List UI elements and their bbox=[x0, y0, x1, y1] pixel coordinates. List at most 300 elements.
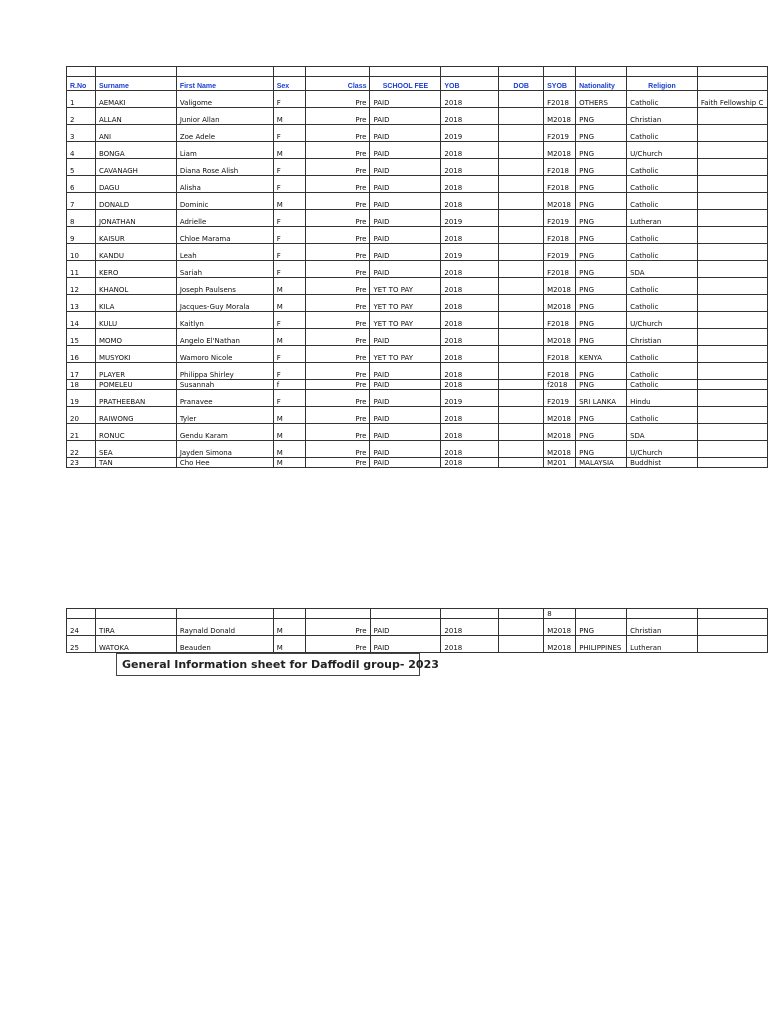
cell-sex: M bbox=[273, 278, 305, 295]
cell-rno: 15 bbox=[67, 329, 96, 346]
header-surname: Surname bbox=[95, 77, 176, 91]
cell-religion: Catholic bbox=[627, 193, 698, 210]
cell-first-name: Junior Allan bbox=[176, 108, 273, 125]
cell-surname: KAISUR bbox=[95, 227, 176, 244]
cell-rno: 11 bbox=[67, 261, 96, 278]
header-row bbox=[67, 77, 768, 91]
cell-first-name: Wamoro Nicole bbox=[176, 346, 273, 363]
cell-first-name: Alisha bbox=[176, 176, 273, 193]
cell-sex: M bbox=[273, 636, 305, 653]
cell-school-fee: PAID bbox=[370, 261, 441, 278]
cell-extra bbox=[697, 176, 767, 193]
cell-school-fee: PAID bbox=[370, 407, 441, 424]
cell-nationality: OTHERS bbox=[576, 91, 627, 108]
cell-yob: 2018 bbox=[441, 424, 499, 441]
cell-dob bbox=[499, 380, 544, 390]
cell-extra bbox=[697, 407, 767, 424]
cell-first-name: Raynald Donald bbox=[176, 619, 273, 636]
cell-class: Pre bbox=[305, 142, 370, 159]
cell-school-fee: PAID bbox=[370, 380, 441, 390]
cell-class: Pre bbox=[305, 125, 370, 142]
header-first-name: First Name bbox=[176, 77, 273, 91]
cell-surname: KANDU bbox=[95, 244, 176, 261]
cell-rno: 10 bbox=[67, 244, 96, 261]
cell-first-name: Kaitlyn bbox=[176, 312, 273, 329]
cell-rno: 18 bbox=[67, 380, 96, 390]
cell-yob: 2018 bbox=[441, 227, 499, 244]
cell-yob: 2018 bbox=[441, 363, 499, 380]
cell-first-name: Valigome bbox=[176, 91, 273, 108]
cell-sex: M bbox=[273, 108, 305, 125]
cell-dob bbox=[499, 619, 544, 636]
cell-dob bbox=[499, 390, 544, 407]
table-row bbox=[67, 227, 768, 244]
cell-syob: F2018 bbox=[544, 91, 576, 108]
cell-dob bbox=[499, 312, 544, 329]
cell-sex: M bbox=[273, 458, 305, 468]
cell-yob: 2018 bbox=[441, 108, 499, 125]
cell-first-name: Tyler bbox=[176, 407, 273, 424]
continuation-row bbox=[67, 609, 768, 619]
cell-syob: F2018 bbox=[544, 346, 576, 363]
cell-religion: SDA bbox=[627, 424, 698, 441]
table-row bbox=[67, 390, 768, 407]
header-yob: YOB bbox=[441, 77, 499, 91]
cell-school-fee: PAID bbox=[370, 176, 441, 193]
header-nationality: Nationality bbox=[576, 77, 627, 91]
cell-sex: F bbox=[273, 227, 305, 244]
cell-school-fee: YET TO PAY bbox=[370, 278, 441, 295]
cell-extra bbox=[697, 210, 767, 227]
header-syob: SYOB bbox=[544, 77, 576, 91]
cell-nationality: PNG bbox=[576, 125, 627, 142]
cell-nationality: PNG bbox=[576, 193, 627, 210]
cell-religion: Catholic bbox=[627, 346, 698, 363]
cell-yob: 2018 bbox=[441, 329, 499, 346]
cell-yob: 2018 bbox=[441, 407, 499, 424]
cell-extra bbox=[697, 244, 767, 261]
cell-class: Pre bbox=[305, 210, 370, 227]
cell-extra bbox=[698, 636, 768, 653]
cell-class: Pre bbox=[305, 176, 370, 193]
cell-yob: 2018 bbox=[441, 261, 499, 278]
cell-yob: 2019 bbox=[441, 244, 499, 261]
cell-school-fee: PAID bbox=[370, 91, 441, 108]
cell-religion: Catholic bbox=[627, 295, 698, 312]
cell-dob bbox=[499, 329, 544, 346]
cell-syob: F2019 bbox=[544, 390, 576, 407]
cell-yob: 2018 bbox=[441, 295, 499, 312]
cell-yob: 2018 bbox=[441, 176, 499, 193]
cell-nationality: PNG bbox=[576, 441, 627, 458]
cell-first-name: Zoe Adele bbox=[176, 125, 273, 142]
cell-class: Pre bbox=[305, 312, 370, 329]
cell-sex: F bbox=[273, 210, 305, 227]
cell-religion: U/Church bbox=[627, 142, 698, 159]
cell-school-fee: PAID bbox=[370, 424, 441, 441]
cell-rno: 24 bbox=[67, 619, 96, 636]
cell-dob bbox=[499, 346, 544, 363]
cell-nationality: KENYA bbox=[576, 346, 627, 363]
cell-yob: 2018 bbox=[441, 312, 499, 329]
cell-yob: 2018 bbox=[441, 193, 499, 210]
cell-religion: Catholic bbox=[627, 125, 698, 142]
cell-first-name: Pranavee bbox=[176, 390, 273, 407]
cell-syob: F2018 bbox=[544, 176, 576, 193]
table-row bbox=[67, 458, 768, 468]
cell-first-name: Gendu Karam bbox=[176, 424, 273, 441]
cell-class: Pre bbox=[305, 193, 370, 210]
cell-rno: 20 bbox=[67, 407, 96, 424]
cell-yob: 2018 bbox=[441, 619, 499, 636]
cell-dob bbox=[499, 176, 544, 193]
cell-class: Pre bbox=[305, 619, 370, 636]
cell-religion: Hindu bbox=[627, 390, 698, 407]
cell-syob: f2018 bbox=[544, 380, 576, 390]
header-class: Class bbox=[305, 77, 370, 91]
cell-surname: POMELEU bbox=[95, 380, 176, 390]
cell-nationality: PNG bbox=[576, 108, 627, 125]
cell-rno: 4 bbox=[67, 142, 96, 159]
cell-surname: PLAYER bbox=[95, 363, 176, 380]
cell-sex: F bbox=[273, 261, 305, 278]
cell-dob bbox=[499, 424, 544, 441]
cell-extra bbox=[697, 159, 767, 176]
cell-class: Pre bbox=[305, 91, 370, 108]
cell-first-name: Cho Hee bbox=[176, 458, 273, 468]
table-row bbox=[67, 108, 768, 125]
cell-school-fee: PAID bbox=[370, 159, 441, 176]
cell-yob: 2018 bbox=[441, 380, 499, 390]
cell-school-fee: YET TO PAY bbox=[370, 346, 441, 363]
cell-nationality: PNG bbox=[576, 424, 627, 441]
cell-first-name: Jacques-Guy Morala bbox=[176, 295, 273, 312]
cell-first-name: Beauden bbox=[176, 636, 273, 653]
cell-syob: M2018 bbox=[544, 424, 576, 441]
cell-surname: BONGA bbox=[95, 142, 176, 159]
table-row bbox=[67, 407, 768, 424]
cell-first-name: Joseph Paulsens bbox=[176, 278, 273, 295]
cell-rno: 16 bbox=[67, 346, 96, 363]
cell-dob bbox=[499, 108, 544, 125]
cell-syob: M2018 bbox=[544, 142, 576, 159]
cell-dob bbox=[499, 441, 544, 458]
cell-syob: M2018 bbox=[544, 441, 576, 458]
cell-sex: F bbox=[273, 390, 305, 407]
cell-extra bbox=[697, 278, 767, 295]
cell-surname: JONATHAN bbox=[95, 210, 176, 227]
cell-class: Pre bbox=[305, 636, 370, 653]
cell-surname: TAN bbox=[95, 458, 176, 468]
cell-nationality: PNG bbox=[576, 261, 627, 278]
cell-nationality: PNG bbox=[576, 159, 627, 176]
cell-syob: M2018 bbox=[544, 278, 576, 295]
cell-surname: MOMO bbox=[95, 329, 176, 346]
cell-class: Pre bbox=[305, 441, 370, 458]
cell-surname: KERO bbox=[95, 261, 176, 278]
cell-extra bbox=[697, 346, 767, 363]
cell-rno: 25 bbox=[67, 636, 96, 653]
header-rno: R.No bbox=[67, 77, 96, 91]
cell-sex: M bbox=[273, 193, 305, 210]
cell-syob: F2018 bbox=[544, 261, 576, 278]
header-religion: Religion bbox=[627, 77, 698, 91]
cell-sex: M bbox=[273, 424, 305, 441]
cell-dob bbox=[499, 159, 544, 176]
cell-surname: ANI bbox=[95, 125, 176, 142]
cell-school-fee: PAID bbox=[370, 210, 441, 227]
cell-rno: 22 bbox=[67, 441, 96, 458]
cell-nationality: PNG bbox=[576, 244, 627, 261]
cell-syob: M2018 bbox=[544, 636, 576, 653]
cell-rno: 23 bbox=[67, 458, 96, 468]
cell-rno: 9 bbox=[67, 227, 96, 244]
cell-yob: 2018 bbox=[441, 636, 499, 653]
cell-surname: KULU bbox=[95, 312, 176, 329]
cell-dob bbox=[499, 458, 544, 468]
cell-school-fee: PAID bbox=[370, 244, 441, 261]
cell-syob: M2018 bbox=[544, 407, 576, 424]
cell-school-fee: PAID bbox=[370, 363, 441, 380]
cell-sex: F bbox=[273, 125, 305, 142]
continuation-syob: 8 bbox=[544, 609, 576, 619]
cell-class: Pre bbox=[305, 278, 370, 295]
cell-extra bbox=[697, 108, 767, 125]
cell-rno: 5 bbox=[67, 159, 96, 176]
cell-school-fee: PAID bbox=[370, 108, 441, 125]
cell-surname: ALLAN bbox=[95, 108, 176, 125]
cell-dob bbox=[499, 91, 544, 108]
cell-religion: Catholic bbox=[627, 363, 698, 380]
cell-rno: 3 bbox=[67, 125, 96, 142]
cell-class: Pre bbox=[305, 424, 370, 441]
cell-nationality: PNG bbox=[576, 142, 627, 159]
cell-nationality: PNG bbox=[576, 210, 627, 227]
cell-surname: KHANOL bbox=[95, 278, 176, 295]
cell-syob: F2018 bbox=[544, 363, 576, 380]
cell-rno: 6 bbox=[67, 176, 96, 193]
cell-nationality: PNG bbox=[576, 227, 627, 244]
cell-religion: SDA bbox=[627, 261, 698, 278]
table-row bbox=[67, 619, 768, 636]
cell-nationality: PNG bbox=[576, 380, 627, 390]
cell-religion: Catholic bbox=[627, 91, 698, 108]
cell-surname: DAGU bbox=[95, 176, 176, 193]
cell-syob: M2018 bbox=[544, 295, 576, 312]
cell-rno: 2 bbox=[67, 108, 96, 125]
cell-rno: 12 bbox=[67, 278, 96, 295]
cell-sex: M bbox=[273, 619, 305, 636]
cell-sex: M bbox=[273, 142, 305, 159]
cell-extra bbox=[697, 329, 767, 346]
table-row bbox=[67, 346, 768, 363]
cell-surname: RAIWONG bbox=[95, 407, 176, 424]
cell-syob: F2019 bbox=[544, 244, 576, 261]
cell-religion: Christian bbox=[627, 619, 698, 636]
cell-nationality: PHILIPPINES bbox=[576, 636, 627, 653]
cell-dob bbox=[499, 278, 544, 295]
cell-first-name: Philippa Shirley bbox=[176, 363, 273, 380]
cell-dob bbox=[499, 193, 544, 210]
cell-class: Pre bbox=[305, 346, 370, 363]
table-row bbox=[67, 261, 768, 278]
cell-surname: MUSYOKI bbox=[95, 346, 176, 363]
cell-rno: 13 bbox=[67, 295, 96, 312]
table-row bbox=[67, 125, 768, 142]
cell-class: Pre bbox=[305, 458, 370, 468]
table-row bbox=[67, 363, 768, 380]
cell-rno: 8 bbox=[67, 210, 96, 227]
cell-nationality: MALAYSIA bbox=[576, 458, 627, 468]
cell-yob: 2018 bbox=[441, 441, 499, 458]
cell-class: Pre bbox=[305, 227, 370, 244]
cell-extra bbox=[697, 261, 767, 278]
cell-religion: Christian bbox=[627, 329, 698, 346]
cell-school-fee: YET TO PAY bbox=[370, 295, 441, 312]
cell-dob bbox=[499, 295, 544, 312]
cell-class: Pre bbox=[305, 380, 370, 390]
cell-class: Pre bbox=[305, 244, 370, 261]
cell-school-fee: PAID bbox=[370, 636, 441, 653]
cell-rno: 14 bbox=[67, 312, 96, 329]
cell-syob: F2019 bbox=[544, 210, 576, 227]
cell-extra bbox=[697, 312, 767, 329]
cell-surname: WATOKA bbox=[95, 636, 176, 653]
cell-sex: M bbox=[273, 441, 305, 458]
cell-school-fee: PAID bbox=[370, 329, 441, 346]
cell-syob: M2018 bbox=[544, 108, 576, 125]
cell-school-fee: PAID bbox=[370, 458, 441, 468]
cell-religion: Buddhist bbox=[627, 458, 698, 468]
cell-rno: 17 bbox=[67, 363, 96, 380]
cell-sex: F bbox=[273, 244, 305, 261]
cell-religion: Catholic bbox=[627, 278, 698, 295]
cell-rno: 7 bbox=[67, 193, 96, 210]
cell-religion: Catholic bbox=[627, 380, 698, 390]
cell-nationality: PNG bbox=[576, 295, 627, 312]
cell-school-fee: PAID bbox=[370, 390, 441, 407]
cell-nationality: PNG bbox=[576, 363, 627, 380]
cell-class: Pre bbox=[305, 295, 370, 312]
cell-yob: 2018 bbox=[441, 458, 499, 468]
cell-sex: F bbox=[273, 176, 305, 193]
cell-dob bbox=[499, 407, 544, 424]
cell-first-name: Angelo El'Nathan bbox=[176, 329, 273, 346]
cell-school-fee: PAID bbox=[370, 125, 441, 142]
student-table-continued bbox=[66, 608, 768, 653]
cell-yob: 2019 bbox=[441, 210, 499, 227]
sheet-caption: General Information sheet for Daffodil group- 2023 bbox=[116, 653, 420, 676]
cell-surname: AEMAKI bbox=[95, 91, 176, 108]
cell-rno: 19 bbox=[67, 390, 96, 407]
header-school-fee: SCHOOL FEE bbox=[370, 77, 441, 91]
cell-nationality: SRI LANKA bbox=[576, 390, 627, 407]
cell-syob: F2019 bbox=[544, 125, 576, 142]
header-sex: Sex bbox=[273, 77, 305, 91]
table-row bbox=[67, 636, 768, 653]
cell-first-name: Diana Rose Alish bbox=[176, 159, 273, 176]
cell-sex: F bbox=[273, 346, 305, 363]
cell-dob bbox=[499, 227, 544, 244]
cell-first-name: Leah bbox=[176, 244, 273, 261]
cell-extra bbox=[697, 363, 767, 380]
table-row bbox=[67, 193, 768, 210]
cell-syob: F2018 bbox=[544, 159, 576, 176]
cell-school-fee: PAID bbox=[370, 193, 441, 210]
cell-sex: M bbox=[273, 329, 305, 346]
table-row bbox=[67, 176, 768, 193]
cell-yob: 2019 bbox=[441, 390, 499, 407]
table-row bbox=[67, 441, 768, 458]
table-row bbox=[67, 424, 768, 441]
cell-yob: 2018 bbox=[441, 278, 499, 295]
cell-class: Pre bbox=[305, 159, 370, 176]
cell-first-name: Sariah bbox=[176, 261, 273, 278]
student-table bbox=[66, 66, 768, 468]
header-dob: DOB bbox=[499, 77, 544, 91]
cell-dob bbox=[499, 261, 544, 278]
cell-extra bbox=[698, 619, 768, 636]
cell-school-fee: PAID bbox=[370, 441, 441, 458]
cell-sex: F bbox=[273, 91, 305, 108]
cell-extra: Faith Fellowship C bbox=[697, 91, 767, 108]
cell-dob bbox=[499, 210, 544, 227]
cell-religion: Catholic bbox=[627, 244, 698, 261]
cell-nationality: PNG bbox=[576, 312, 627, 329]
cell-sex: M bbox=[273, 407, 305, 424]
cell-extra bbox=[697, 227, 767, 244]
cell-religion: Catholic bbox=[627, 176, 698, 193]
cell-first-name: Susannah bbox=[176, 380, 273, 390]
cell-extra bbox=[697, 390, 767, 407]
cell-first-name: Chloe Marama bbox=[176, 227, 273, 244]
cell-yob: 2019 bbox=[441, 125, 499, 142]
cell-dob bbox=[499, 244, 544, 261]
cell-surname: PRATHEEBAN bbox=[95, 390, 176, 407]
table-row bbox=[67, 312, 768, 329]
cell-extra bbox=[697, 458, 767, 468]
cell-class: Pre bbox=[305, 390, 370, 407]
cell-nationality: PNG bbox=[576, 619, 627, 636]
cell-sex: F bbox=[273, 363, 305, 380]
cell-surname: SEA bbox=[95, 441, 176, 458]
cell-dob bbox=[499, 363, 544, 380]
cell-surname: TIRA bbox=[95, 619, 176, 636]
cell-dob bbox=[499, 142, 544, 159]
cell-yob: 2018 bbox=[441, 159, 499, 176]
cell-surname: DONALD bbox=[95, 193, 176, 210]
cell-syob: F2018 bbox=[544, 312, 576, 329]
cell-religion: Catholic bbox=[627, 159, 698, 176]
cell-yob: 2018 bbox=[441, 346, 499, 363]
cell-nationality: PNG bbox=[576, 407, 627, 424]
cell-extra bbox=[697, 142, 767, 159]
cell-rno: 1 bbox=[67, 91, 96, 108]
cell-first-name: Dominic bbox=[176, 193, 273, 210]
cell-religion: Catholic bbox=[627, 407, 698, 424]
cell-sex: F bbox=[273, 159, 305, 176]
cell-school-fee: PAID bbox=[370, 619, 441, 636]
table-row bbox=[67, 142, 768, 159]
cell-class: Pre bbox=[305, 407, 370, 424]
cell-religion: Lutheran bbox=[627, 636, 698, 653]
cell-dob bbox=[499, 125, 544, 142]
cell-religion: U/Church bbox=[627, 441, 698, 458]
cell-first-name: Liam bbox=[176, 142, 273, 159]
cell-first-name: Adrielle bbox=[176, 210, 273, 227]
table-row bbox=[67, 278, 768, 295]
table-row bbox=[67, 244, 768, 261]
